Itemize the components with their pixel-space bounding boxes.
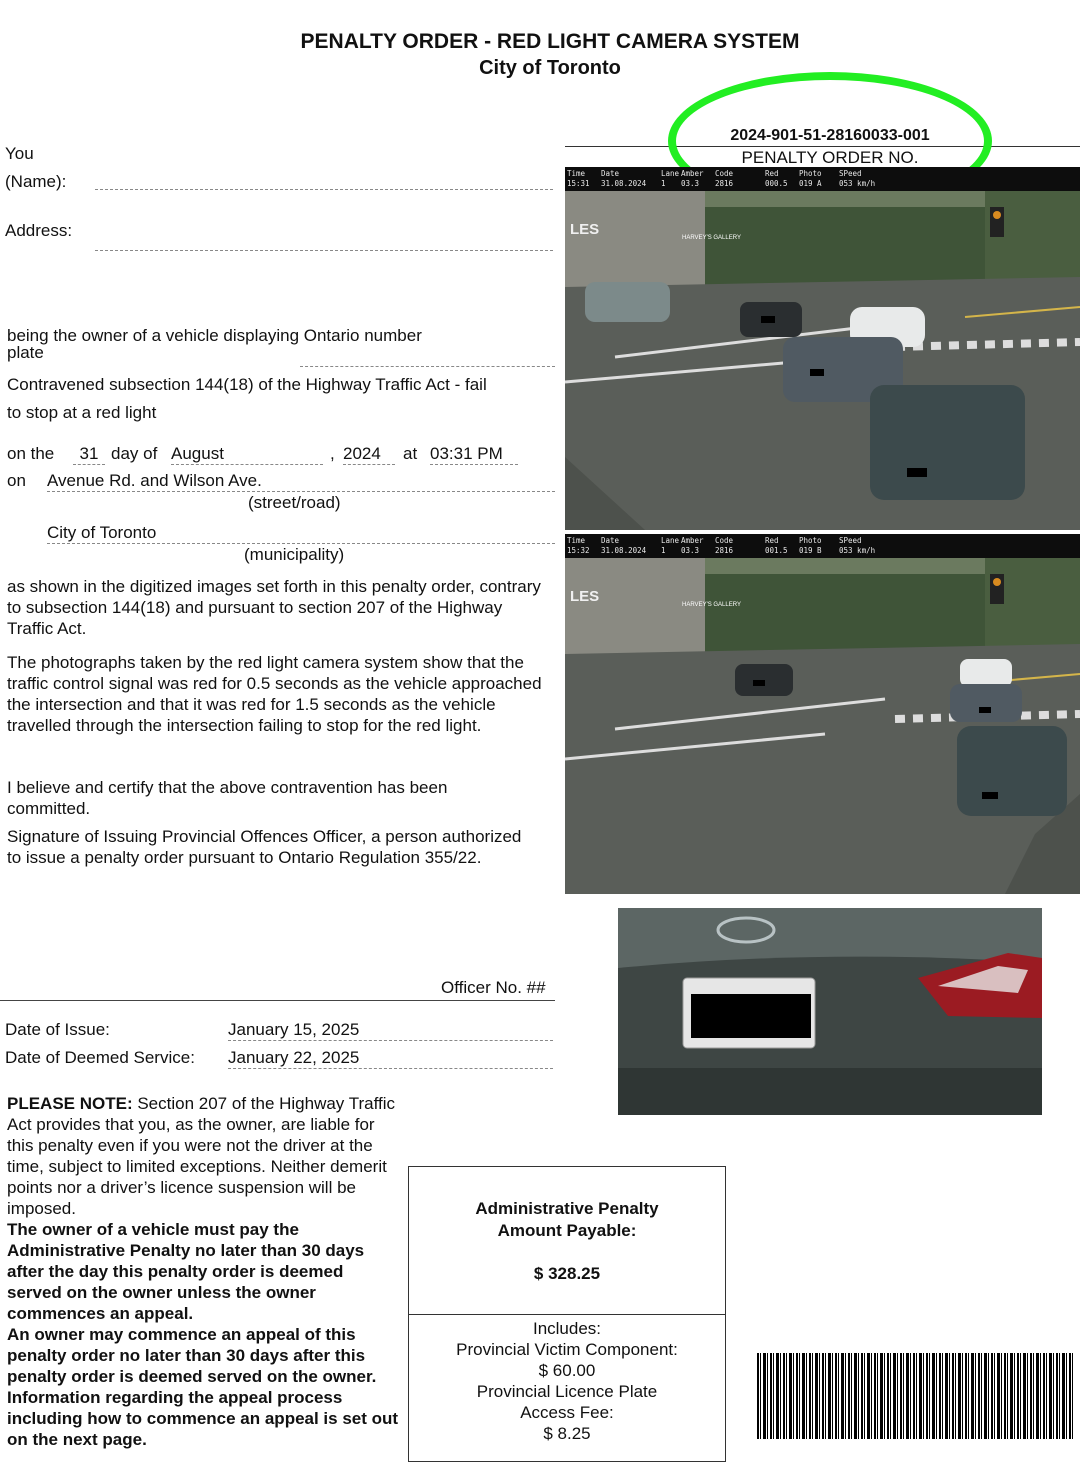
- document-subtitle: City of Toronto: [479, 57, 621, 79]
- officer-number: Officer No. ##: [441, 978, 546, 997]
- penalty-box: [408, 1166, 726, 1462]
- plate-field: [300, 366, 555, 367]
- victim-component-label: Provincial Victim Component:: [456, 1340, 678, 1359]
- owner-statement-line2: plate: [7, 343, 44, 362]
- redacted-plate: [691, 994, 811, 1038]
- storefront-sign-1: LES: [570, 588, 600, 605]
- penalty-title-line1: Administrative Penalty: [475, 1199, 659, 1218]
- camera-overlay-1: Time Date Lane Amber Code Red Photo SPeed 15:31 31.08.2024 1 03.3 2816 000.5 019 A 053 km/h: [565, 167, 1080, 191]
- storefront-sign-2: HARVEY'S GALLERY: [682, 235, 741, 241]
- intersection-photo-1: [565, 167, 1080, 530]
- penalty-order-number: 2024-901-51-28160033-001: [730, 127, 930, 144]
- document-title: PENALTY ORDER - RED LIGHT CAMERA SYSTEM: [300, 30, 800, 53]
- address-field: [95, 250, 553, 251]
- offence-month: August: [171, 443, 323, 465]
- offence-municipality: City of Toronto: [47, 522, 555, 544]
- includes-label: Includes:: [532, 1319, 602, 1338]
- intersection-photo-2: [565, 534, 1080, 894]
- penalty-title-line2: Amount Payable:: [497, 1221, 637, 1240]
- date-of-issue: January 15, 2025: [228, 1019, 553, 1041]
- name-label: (Name):: [5, 172, 67, 191]
- day-of-label: day of: [111, 444, 158, 463]
- plate-fee-label-2: Access Fee:: [520, 1403, 614, 1422]
- on-the-label: on the: [7, 444, 55, 463]
- you-label: You: [5, 144, 34, 163]
- paragraph-photographs: The photographs taken by the red light camera system show that the traffic control signal was red for 0.5 seconds as the vehicle approached the intersection and that it was red for 1.5 seconds as the vehicle travelled through the intersection failing to stop for the red light.: [7, 653, 542, 735]
- redacted-plate: [753, 680, 765, 686]
- please-note: [7, 1093, 402, 1450]
- camera-image-1: [565, 167, 1080, 530]
- officer-divider: [0, 1000, 555, 1001]
- penalty-order-number-label: PENALTY ORDER NO.: [741, 148, 919, 167]
- redacted-plate: [907, 468, 927, 477]
- deemed-service-date: January 22, 2025: [228, 1047, 553, 1069]
- redacted-plate: [761, 316, 775, 323]
- contravention-line1: Contravened subsection 144(18) of the Highway Traffic Act - fail: [7, 375, 487, 394]
- paragraph-signature: Signature of Issuing Provincial Offences Officer, a person authorized to issue a penalty order pursuant to Ontario Regulation 355/22.: [7, 827, 522, 867]
- camera-image-2: [565, 534, 1080, 894]
- paragraph-images: as shown in the digitized images set forth in this penalty order, contrary to subsection 144(18) and pursuant to section 207 of the Highway Traffic Act.: [7, 577, 541, 638]
- offence-time: 03:31 PM: [430, 443, 518, 465]
- storefront-sign-2: HARVEY'S GALLERY: [682, 602, 741, 608]
- at-label: at: [403, 444, 418, 463]
- municipality-label: (municipality): [244, 545, 345, 564]
- redacted-plate: [810, 369, 824, 376]
- deemed-service-label: Date of Deemed Service:: [5, 1048, 195, 1067]
- redacted-plate: [982, 792, 998, 799]
- plate-closeup-image: [618, 908, 1042, 1115]
- appeal-note: An owner may commence an appeal of this penalty order no later than 30 days after this penalty order is deemed served on the owner. Information regarding the appeal process including how to commence an appeal is set out on the next page.: [7, 1325, 399, 1449]
- payment-deadline-note: The owner of a vehicle must pay the Administrative Penalty no later than 30 days after the day this penalty order is deemed served on the owner unless the owner commences an appeal.: [7, 1220, 365, 1323]
- plate-fee-label-1: Provincial Licence Plate: [476, 1382, 658, 1401]
- please-note-text: Section 207 of the Highway Traffic Act provides that you, as the owner, are liable for this penalty even if you were not the driver at the time, subject to limited exceptions. Neither demerit points nor a driver’s licence suspension will be imposed.: [7, 1094, 396, 1218]
- offence-day: 31: [73, 443, 105, 465]
- camera-overlay-2: Time Date Lane Amber Code Red Photo SPeed 15:32 31.08.2024 1 03.3 2816 001.5 019 B 053 km/h: [565, 534, 1080, 558]
- address-label: Address:: [5, 221, 73, 240]
- victim-component-amount: $ 60.00: [538, 1361, 596, 1380]
- offence-location: Avenue Rd. and Wilson Ave.: [47, 470, 555, 492]
- please-note-lead: PLEASE NOTE:: [7, 1094, 133, 1113]
- street-label: (street/road): [248, 493, 341, 512]
- on-label: on: [7, 471, 26, 490]
- contravention-line2: to stop at a red light: [7, 403, 157, 422]
- rear-of-vehicle-photo: [618, 908, 1042, 1115]
- penalty-amount: $ 328.25: [533, 1264, 601, 1283]
- penalty-breakdown: [409, 1318, 725, 1444]
- owner-statement-line1: being the owner of a vehicle displaying Ontario number: [7, 326, 422, 345]
- plate-fee-amount: $ 8.25: [543, 1424, 591, 1443]
- offence-year: 2024: [343, 443, 395, 465]
- redacted-plate: [979, 707, 991, 713]
- storefront-sign-1: LES: [570, 221, 600, 238]
- barcode: [757, 1353, 1075, 1439]
- name-field: [95, 189, 553, 190]
- date-of-issue-label: Date of Issue:: [5, 1020, 110, 1039]
- paragraph-certify: I believe and certify that the above contravention has been committed.: [7, 778, 448, 818]
- comma: ,: [330, 444, 335, 463]
